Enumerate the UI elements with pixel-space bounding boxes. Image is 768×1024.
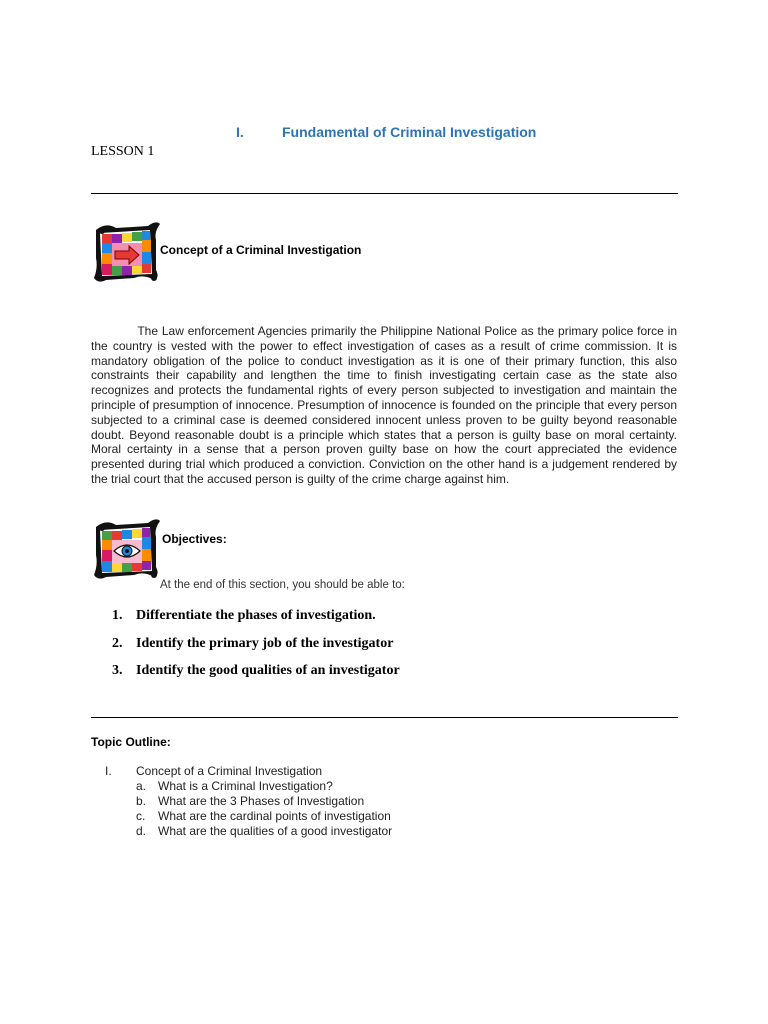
- outline-number: I.: [105, 764, 112, 778]
- outline-text: What are the 3 Phases of Investigation: [158, 794, 365, 808]
- item-text: Identify the primary job of the investigator: [136, 635, 394, 651]
- list-item: [112, 636, 400, 664]
- item-number: 1.: [112, 608, 123, 623]
- divider: [91, 717, 678, 718]
- outline-text: What are the qualities of a good investigator: [158, 824, 393, 838]
- outline-letter: d.: [136, 824, 147, 838]
- outline-sub-item: [105, 809, 392, 824]
- objectives-intro: At the end of this section, you should be able to:: [160, 579, 405, 591]
- outline-sub-item: [105, 794, 392, 809]
- chapter-title: Fundamental of Criminal Investigation: [282, 124, 537, 140]
- outline-letter: c.: [136, 809, 146, 823]
- chapter-number: I.: [236, 124, 244, 140]
- section-title-concept: Concept of a Criminal Investigation: [160, 243, 362, 257]
- eye-flag-icon: [88, 515, 164, 581]
- topic-outline: [105, 764, 392, 839]
- item-number: 2.: [112, 635, 123, 651]
- item-text: Differentiate the phases of investigation.: [136, 608, 376, 623]
- body-paragraph: The Law enforcement Agencies primarily the Philippine National Police as the primary police force in the country is vested with the power to effect investigation of cases as a result of crime commission. It is mandatory obligation of the police to conduct investigation as it is one of their primary function, this also constraints their capability and lengthen the time to finish investigating certain case as the state also recognizes and protects the fundamental rights of every person subjected to investigation and maintain the principle of presumption of innocence. Presumption of innocence is founded on the principle that every person subjected to a criminal case is deemed considered innocent unless proven to be guilty beyond reasonable doubt. Beyond reasonable doubt is a principle which states that a person is guilty base on moral certainty. Moral certainty in a sense that a person proven guilty base on how the court appreciated the evidence presented during trial which produced a conviction. Conviction on the other hand is a judgement rendered by the trial court that the accused person is guilty of the crime charge against him.: [91, 324, 677, 486]
- item-text: Identify the good qualities of an investigator: [136, 663, 400, 678]
- item-number: 3.: [112, 663, 123, 678]
- pointing-arrow-flag-icon: [88, 218, 164, 284]
- topic-outline-title: Topic Outline:: [91, 735, 171, 749]
- outline-text: Concept of a Criminal Investigation: [136, 764, 323, 778]
- objectives-list: [112, 608, 400, 691]
- outline-text: What is a Criminal Investigation?: [158, 779, 333, 793]
- list-item: [112, 608, 400, 636]
- section-title-objectives: Objectives:: [162, 532, 227, 546]
- outline-sub-item: [105, 824, 392, 839]
- outline-main-item: [105, 764, 392, 779]
- outline-letter: b.: [136, 794, 147, 808]
- lesson-label: LESSON 1: [91, 144, 155, 159]
- outline-sub-item: [105, 779, 392, 794]
- chapter-heading: [236, 124, 656, 140]
- outline-text: What are the cardinal points of investigation: [158, 809, 391, 823]
- divider: [91, 193, 678, 194]
- list-item: [112, 663, 400, 691]
- outline-letter: a.: [136, 779, 147, 793]
